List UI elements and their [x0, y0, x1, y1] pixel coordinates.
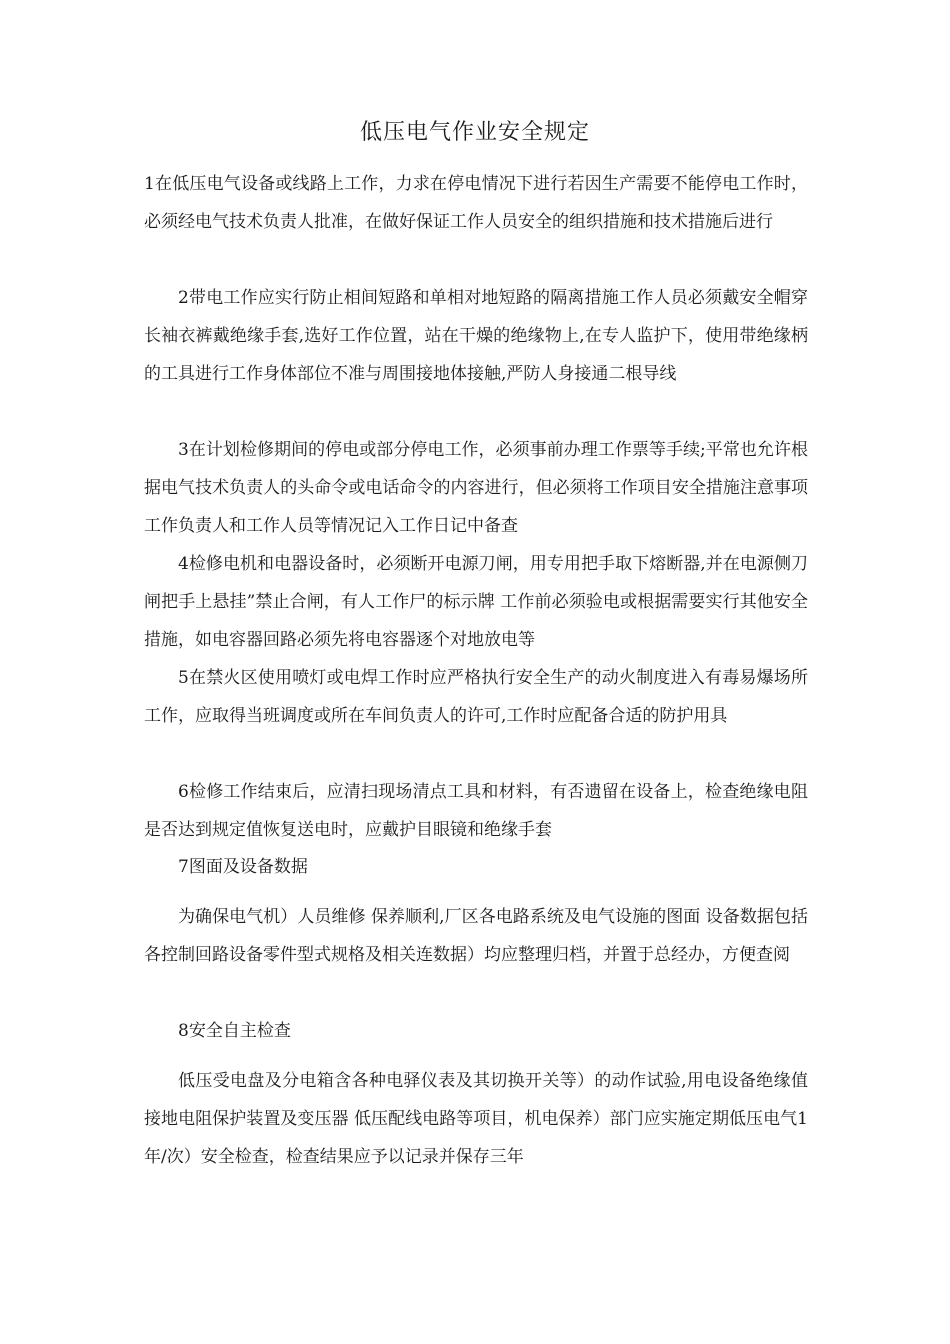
section-heading-8: 8安全自主检查 [178, 1021, 291, 1041]
paragraph-6: 6检修工作结束后，应清扫现场清点工具和材料，有否遗留在设备上，检查绝缘电阻是否达到规定值恢复送电时，应戴护目眼镜和绝缘手套 [144, 782, 808, 840]
paragraph-7: 为确保电气机）人员维修 保养顺利,厂区各电路系统及电气设施的图面 设备数据包括各控制回路设备零件型式规格及相关连数据）均应整理归档，并置于总经办，方便查阅 [144, 907, 808, 965]
paragraph-8: 低压受电盘及分电箱含各种电驿仪表及其切换开关等）的动作试验,用电设备绝缘值 接地电阻保护装置及变压器 低压配线电路等项目，机电保养）部门应实施定期低压电气1年/次）安全检查，检查结果应予以记录并保存三年 [144, 1071, 808, 1167]
section-heading-7: 7图面及设备数据 [178, 857, 308, 877]
paragraph-3: 3在计划检修期间的停电或部分停电工作，必须事前办理工作票等手续;平常也允许根据电气技术负责人的头命令或电话命令的内容进行，但必须将工作项目安全措施注意事项工作负责人和工作人员等情况记入工作日记中备查 [144, 440, 808, 536]
paragraph-2: 2带电工作应实行防止相间短路和单相对地短路的隔离措施工作人员必须戴安全帽穿长袖衣裤戴绝缘手套,选好工作位置，站在干燥的绝缘物上,在专人监护下，使用带绝缘柄的工具进行工作身体部位不准与周围接地体接触,严防人身接通二根导线 [144, 288, 808, 384]
document-title: 低压电气作业安全规定 [359, 120, 590, 145]
paragraph-4: 4检修电机和电器设备时，必须断开电源刀闸，用专用把手取下熔断器,并在电源侧刀闸把手上悬挂”禁止合闸，有人工作尸的标示牌 工作前必须验电或根据需要实行其他安全措施，如电容器回路必须先将电容器逐个对地放电等 [144, 554, 808, 650]
paragraph-5: 5在禁火区使用喷灯或电焊工作时应严格执行安全生产的动火制度进入有毒易爆场所工作，应取得当班调度或所在车间负责人的许可,工作时应配备合适的防护用具 [144, 668, 808, 726]
paragraph-1: 1在低压电气设备或线路上工作，力求在停电情况下进行若因生产需要不能停电工作时，必须经电气技术负责人批准，在做好保证工作人员安全的组织措施和技术措施后进行 [144, 174, 808, 232]
